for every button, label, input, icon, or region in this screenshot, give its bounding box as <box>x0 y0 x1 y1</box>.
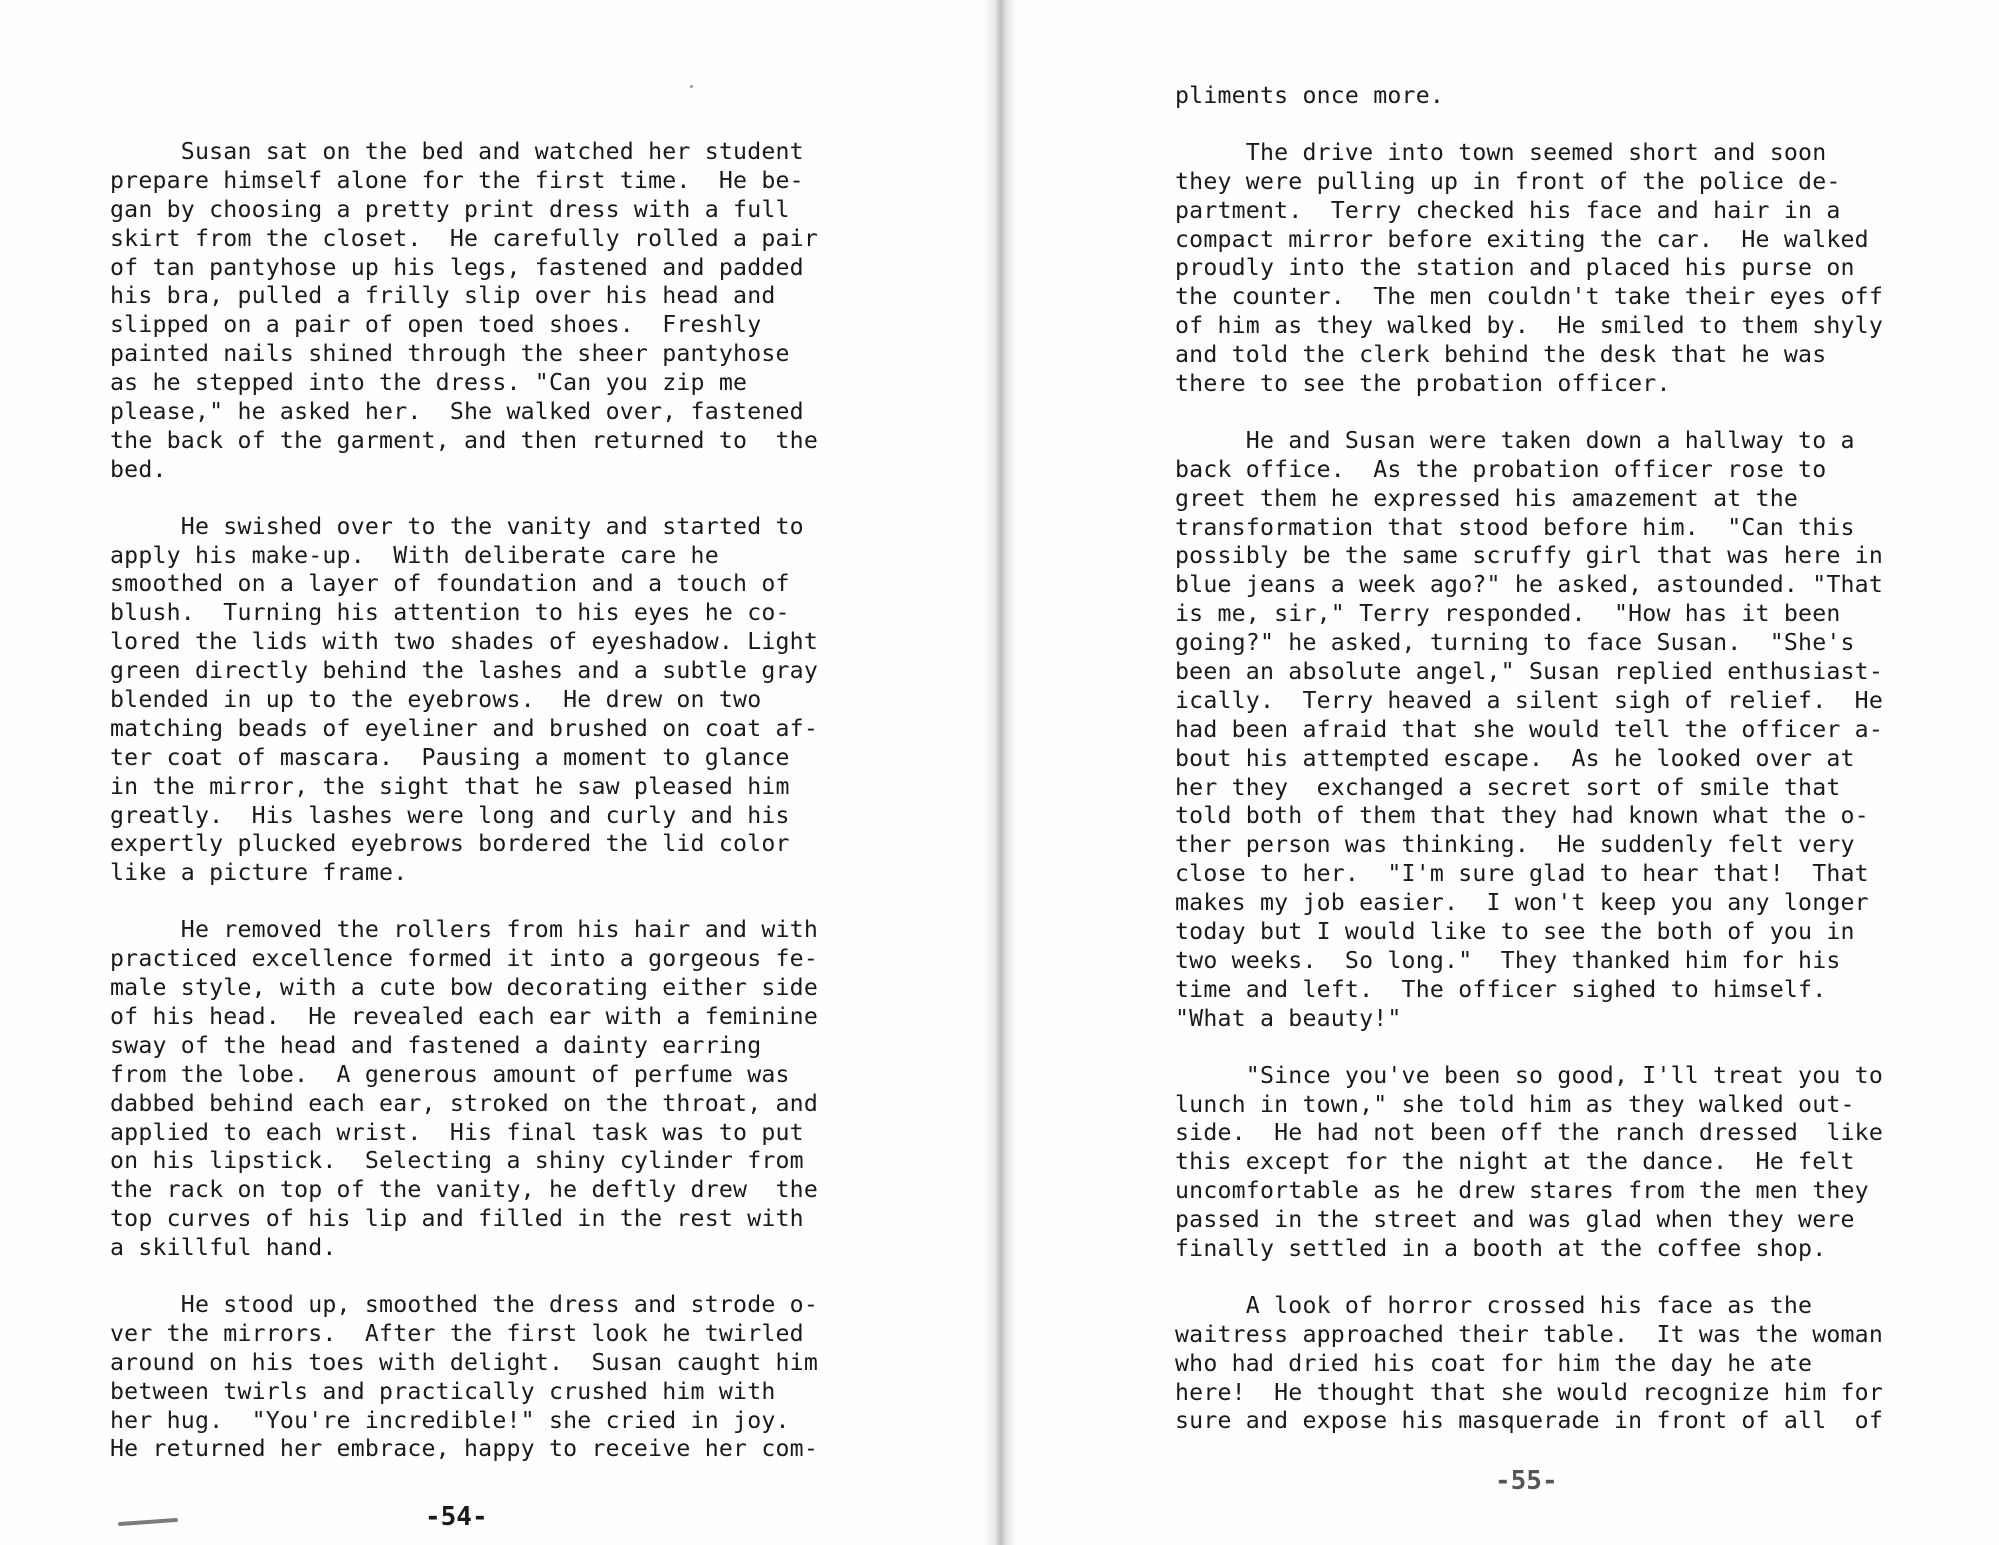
text-line: gan by choosing a pretty print dress with a full <box>110 195 790 223</box>
text-line: and told the clerk behind the desk that he was <box>1175 341 1827 369</box>
text-line: pliments once more. <box>1175 82 1445 109</box>
text-line: uncomfortable as he drew stares from the men they <box>1175 1177 1869 1205</box>
text-line: lored the lids with two shades of eyeshadow. Light <box>110 628 819 656</box>
text-line: of him as they walked by. He smiled to them shyly <box>1175 312 1884 340</box>
text-line: "What a beauty!" <box>1175 1004 1402 1032</box>
text-line: waitress approached their table. It was the woman <box>1175 1320 1884 1348</box>
text-line: finally settled in a booth at the coffee shop. <box>1175 1234 1827 1262</box>
text-line: ically. Terry heaved a silent sigh of relief. He <box>1175 686 1884 714</box>
paper-speck <box>690 85 693 88</box>
text-line: who had dried his coat for him the day he ate <box>1175 1349 1813 1377</box>
text-line: bed. <box>110 455 167 483</box>
text-line: prepare himself alone for the first time. He be- <box>110 166 804 194</box>
text-line: male style, with a cute bow decorating either side <box>110 974 819 1002</box>
book-spine <box>983 0 1017 1545</box>
text-line: between twirls and practically crushed him with <box>110 1377 776 1405</box>
text-line: "Since you've been so good, I'll treat you to <box>1175 1061 1884 1089</box>
text-line: matching beads of eyeliner and brushed on coat af- <box>110 714 819 742</box>
text-line: please," he asked her. She walked over, fastened <box>110 398 804 426</box>
paragraph <box>1175 427 1883 1034</box>
text-line: painted nails shined through the sheer pantyhose <box>110 340 790 368</box>
text-line: dabbed behind each ear, stroked on the throat, and <box>110 1089 819 1117</box>
paragraph <box>110 138 818 485</box>
text-line: compact mirror before exiting the car. He walked <box>1175 225 1869 253</box>
text-line: they were pulling up in front of the police de- <box>1175 167 1841 195</box>
text-line: there to see the probation officer. <box>1175 370 1671 398</box>
text-line: Susan sat on the bed and watched her student <box>110 138 804 165</box>
paragraph <box>110 513 818 889</box>
text-line: on his lipstick. Selecting a shiny cylinder from <box>110 1147 804 1175</box>
left-page-text <box>110 138 818 1492</box>
right-page-text <box>1175 82 1883 1464</box>
text-line: is me, sir," Terry responded. "How has it been <box>1175 600 1841 628</box>
ink-smudge <box>118 1518 178 1526</box>
text-line: expertly plucked eyebrows bordered the lid color <box>110 830 790 858</box>
text-line: possibly be the same scruffy girl that was here in <box>1175 542 1884 570</box>
text-line: his bra, pulled a frilly slip over his head and <box>110 282 776 310</box>
text-line: He stood up, smoothed the dress and strode o- <box>110 1290 819 1318</box>
paragraph <box>110 916 818 1263</box>
paragraph <box>1175 1062 1883 1264</box>
text-line: sway of the head and fastened a dainty earring <box>110 1031 762 1059</box>
text-line: greet them he expressed his amazement at the <box>1175 484 1799 512</box>
text-line: here! He thought that she would recognize him for <box>1175 1378 1884 1406</box>
text-line: The drive into town seemed short and soon <box>1175 138 1827 166</box>
text-line: bout his attempted escape. As he looked over at <box>1175 744 1855 772</box>
paragraph <box>110 1291 818 1464</box>
text-line: proudly into the station and placed his purse on <box>1175 254 1855 282</box>
text-line: in the mirror, the sight that he saw pleased him <box>110 772 790 800</box>
text-line: applied to each wrist. His final task was to put <box>110 1118 804 1146</box>
text-line: as he stepped into the dress. "Can you zip me <box>110 369 748 397</box>
text-line: blue jeans a week ago?" he asked, astounded. "That <box>1175 571 1884 599</box>
text-line: her hug. "You're incredible!" she cried in joy. <box>110 1406 790 1434</box>
text-line: around on his toes with delight. Susan caught him <box>110 1348 819 1376</box>
text-line: slipped on a pair of open toed shoes. Freshly <box>110 311 762 339</box>
text-line: apply his make-up. With deliberate care he <box>110 541 719 569</box>
text-line: greatly. His lashes were long and curly and his <box>110 801 790 829</box>
text-line: of tan pantyhose up his legs, fastened and padded <box>110 253 804 281</box>
text-line: He and Susan were taken down a hallway to a <box>1175 426 1855 454</box>
text-line: blended in up to the eyebrows. He drew on two <box>110 686 762 714</box>
text-line: the counter. The men couldn't take their eyes off <box>1175 283 1884 311</box>
text-line: transformation that stood before him. "Can this <box>1175 513 1855 541</box>
text-line: lunch in town," she told him as they walked out- <box>1175 1090 1855 1118</box>
text-line: this except for the night at the dance. He felt <box>1175 1148 1855 1176</box>
text-line: the back of the garment, and then returned to the <box>110 426 819 454</box>
text-line: sure and expose his masquerade in front of all of <box>1175 1407 1884 1435</box>
text-line: the rack on top of the vanity, he deftly drew the <box>110 1176 819 1204</box>
text-line: He swished over to the vanity and started to <box>110 512 804 540</box>
paragraph <box>1175 82 1883 111</box>
text-line: going?" he asked, turning to face Susan. "She's <box>1175 629 1855 657</box>
paragraph <box>1175 139 1883 399</box>
text-line: practiced excellence formed it into a gorgeous fe- <box>110 945 819 973</box>
text-line: had been afraid that she would tell the officer a- <box>1175 715 1884 743</box>
text-line: today but I would like to see the both of you in <box>1175 918 1855 946</box>
text-line: green directly behind the lashes and a subtle gray <box>110 657 819 685</box>
left-page <box>0 0 999 1545</box>
left-page-number: -54- <box>425 1502 488 1532</box>
right-page <box>1000 0 1999 1545</box>
text-line: A look of horror crossed his face as the <box>1175 1291 1813 1319</box>
text-line: close to her. "I'm sure glad to hear that! That <box>1175 860 1869 888</box>
right-page-number: -55- <box>1495 1466 1558 1496</box>
text-line: makes my job easier. I won't keep you any longer <box>1175 889 1869 917</box>
text-line: a skillful hand. <box>110 1234 337 1262</box>
text-line: her they exchanged a secret sort of smile that <box>1175 773 1841 801</box>
text-line: skirt from the closet. He carefully rolled a pair <box>110 224 819 252</box>
text-line: ther person was thinking. He suddenly felt very <box>1175 831 1855 859</box>
text-line: blush. Turning his attention to his eyes he co- <box>110 599 790 627</box>
paragraph <box>1175 1292 1883 1436</box>
text-line: been an absolute angel," Susan replied enthusiast- <box>1175 658 1884 686</box>
text-line: back office. As the probation officer rose to <box>1175 455 1827 483</box>
text-line: time and left. The officer sighed to himself. <box>1175 975 1827 1003</box>
text-line: passed in the street and was glad when they were <box>1175 1206 1855 1234</box>
text-line: He returned her embrace, happy to receive her com- <box>110 1435 819 1463</box>
text-line: from the lobe. A generous amount of perfume was <box>110 1060 790 1088</box>
text-line: of his head. He revealed each ear with a feminine <box>110 1002 819 1030</box>
text-line: He removed the rollers from his hair and with <box>110 916 819 944</box>
text-line: top curves of his lip and filled in the rest with <box>110 1205 804 1233</box>
text-line: ter coat of mascara. Pausing a moment to glance <box>110 743 790 771</box>
text-line: told both of them that they had known what the o- <box>1175 802 1869 830</box>
text-line: ver the mirrors. After the first look he twirled <box>110 1319 804 1347</box>
text-line: smoothed on a layer of foundation and a touch of <box>110 570 790 598</box>
text-line: like a picture frame. <box>110 859 408 887</box>
text-line: side. He had not been off the ranch dressed like <box>1175 1119 1884 1147</box>
text-line: partment. Terry checked his face and hair in a <box>1175 196 1841 224</box>
text-line: two weeks. So long." They thanked him for his <box>1175 946 1841 974</box>
